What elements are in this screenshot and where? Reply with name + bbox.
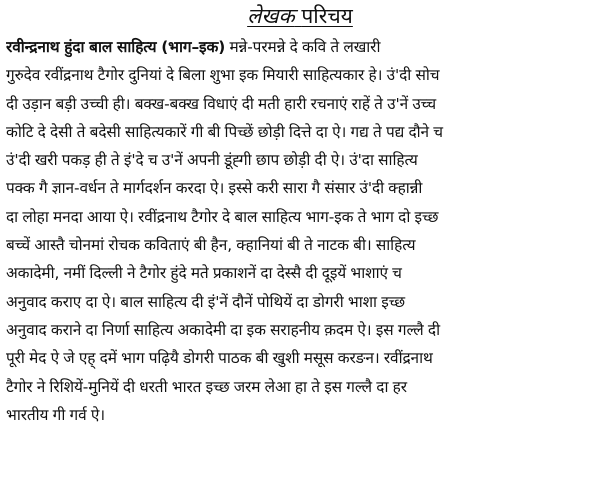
heading-word-introduction: परिचय xyxy=(301,4,353,28)
paragraph-line-5: उं'दी खरी पकड़ ही ते इं'दे च उ'नें अपनी डूंह्गी छाप छोड़ी दी ऐ। उं'दा साहित्य xyxy=(6,151,418,170)
paragraph-line-14: भारतीय गी गर्व ऐ। xyxy=(6,405,105,424)
paragraph-line-4: कोटि दे देसी ते बदेसी साहित्यकारें गी बी पिच्छें छोड़ी दित्ते दा ऐ। गद्य ते पद्य दौने च xyxy=(6,122,443,141)
paragraph-line-13: टैगोर ने रिशियें-मुनियें दी धरती भारत इच्छ जरम लेआ हा ते इस गल्लै दा हर xyxy=(6,377,407,396)
paragraph-line-6: पक्क गै ज्ञान-वर्धन ते मार्गदर्शन करदा ऐ। इस्से करी सारा गै संसार उं'दी क्हान्नी xyxy=(6,179,423,198)
paragraph-line-7: दा लोहा मनदा आया ऐ। रवींद्रनाथ टैगोर दे बाल साहित्य भाग-इक ते भाग दो इच्छ xyxy=(6,207,439,226)
bold-book-title: रवीन्द्रनाथ हुंदा बाल साहित्य (भाग–इक) xyxy=(6,38,226,56)
paragraph-line-1 xyxy=(6,33,594,61)
page-heading xyxy=(6,4,594,28)
paragraph-line-12: पूरी मेद ऐ जे एह् दमें भाग पढ़ियै डोगरी पाठक बी खुशी मसूस करङन। रवींद्रनाथ xyxy=(6,349,433,368)
paragraph-line-10: अनुवाद कराए दा ऐ। बाल साहित्य दी इं'नें दौनें पोथियें दा डोगरी भाशा इच्छ xyxy=(6,292,406,311)
paragraph-line-9: अकादेमी, नमीं दिल्ली ने टैगोर हुंदे मते प्रकाशनें दा देस्सै दी दूइयें भाशाएं च xyxy=(6,264,402,283)
author-introduction-paragraph xyxy=(6,33,594,429)
heading-word-author: लेखक xyxy=(247,4,295,28)
paragraph-line-3: दी उड़ान बड़ी उच्ची ही। बक्ख-बक्ख विधाएं दी मती हारी रचनाएं राहें ते उ'नें उच्च xyxy=(6,94,437,113)
paragraph-line-8: बच्चें आस्तै चोनमां रोचक कविताएं बी हैन, क्हानियां बी ते नाटक बी। साहित्य xyxy=(6,236,416,255)
paragraph-line-11: अनुवाद कराने दा निर्णा साहित्य अकादेमी दा इक सराहनीय क़दम ऐ। इस गल्लै दी xyxy=(6,320,440,339)
paragraph-line-2: गुरुदेव रवींद्रनाथ टैगोर दुनियां दे बिला शुभा इक मियारी साहित्यकार हे। उं'दी सोच xyxy=(6,66,440,85)
paragraph-line-1-rest: मन्ने-परमन्ने दे कवि ते लखारी xyxy=(225,38,381,56)
